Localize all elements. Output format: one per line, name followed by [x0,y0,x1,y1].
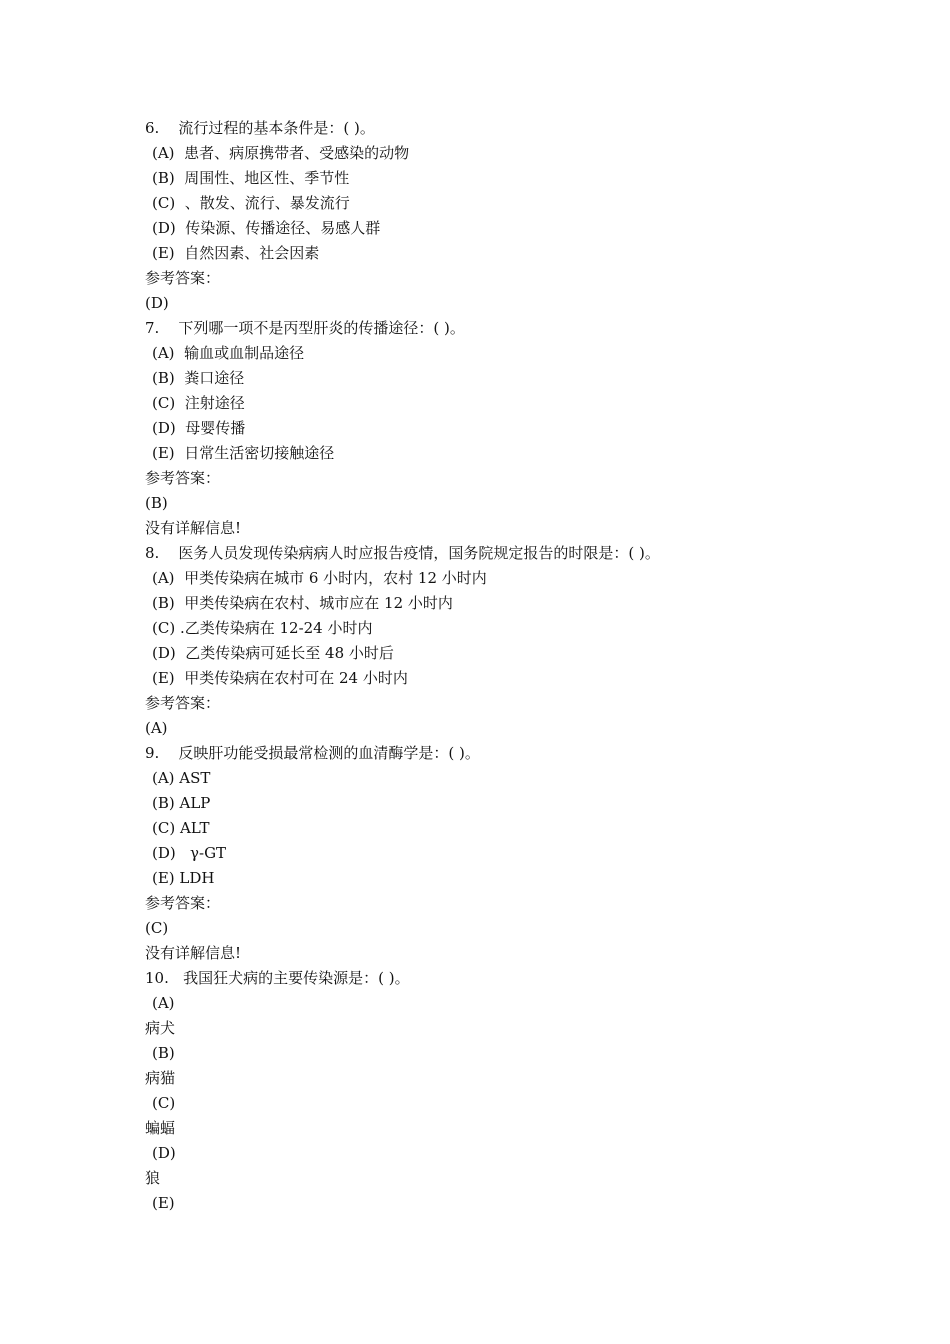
question-7-answer: (B) [145,494,168,512]
question-7-option-d: (D) 母婴传播 [152,419,246,437]
question-7-option-a: (A) 输血或血制品途径 [152,344,305,362]
question-6-answer: (D) [145,294,169,312]
question-9-option-e: (E) LDH [152,869,215,887]
question-8-option-d: (D) 乙类传染病可延长至 48 小时后 [152,644,394,662]
question-8-answer-label: 参考答案： [145,694,221,712]
question-8-option-c: (C) .乙类传染病在 12-24 小时内 [152,619,373,637]
question-10-option-d-text: 狼 [145,1169,161,1187]
question-9-answer-label: 参考答案： [145,894,221,912]
question-7-no-explanation: 没有详解信息! [145,519,242,537]
question-10-stem: 10. 我国狂犬病的主要传染源是：( )。 [145,969,410,987]
question-6-option-d: (D) 传染源、传播途径、易感人群 [152,219,381,237]
question-6-option-b: (B) 周围性、地区性、季节性 [152,169,350,187]
question-10-option-e-letter: (E) [152,1194,175,1212]
question-10-option-c-letter: (C) [152,1094,176,1112]
question-8-option-e: (E) 甲类传染病在农村可在 24 小时内 [152,669,408,687]
question-7-option-e: (E) 日常生活密切接触途径 [152,444,335,462]
question-6-stem: 6. 流行过程的基本条件是：( )。 [145,119,375,137]
question-7-answer-label: 参考答案： [145,469,221,487]
question-8-option-a: (A) 甲类传染病在城市 6 小时内，农村 12 小时内 [152,569,487,587]
question-9-option-d: (D) γ-GT [152,844,227,862]
question-6-option-e: (E) 自然因素、社会因素 [152,244,320,262]
question-10-option-b-letter: (B) [152,1044,175,1062]
question-7-option-c: (C) 注射途径 [152,394,245,412]
question-9-option-b: (B) ALP [152,794,211,812]
question-7-stem: 7. 下列哪一项不是丙型肝炎的传播途径：( )。 [145,319,465,337]
question-10-option-a-text: 病犬 [145,1019,176,1037]
question-9-answer: (C) [145,919,169,937]
question-9-stem: 9. 反映肝功能受损最常检测的血清酶学是：( )。 [145,744,480,762]
question-6-option-c: (C) 、散发、流行、暴发流行 [152,194,350,212]
question-9-no-explanation: 没有详解信息! [145,944,242,962]
question-10-option-c-text: 蝙蝠 [145,1119,176,1137]
question-9-option-c: (C) ALT [152,819,210,837]
question-10-option-b-text: 病猫 [145,1069,176,1087]
question-7-option-b: (B) 粪口途径 [152,369,245,387]
question-9-option-a: (A) AST [152,769,211,787]
question-8-option-b: (B) 甲类传染病在农村、城市应在 12 小时内 [152,594,453,612]
question-8-stem: 8. 医务人员发现传染病病人时应报告疫情，国务院规定报告的时限是：( )。 [145,544,660,562]
question-6-option-a: (A) 患者、病原携带者、受感染的动物 [152,144,410,162]
question-6-answer-label: 参考答案： [145,269,221,287]
question-8-answer: (A) [145,719,168,737]
question-10-option-a-letter: (A) [152,994,175,1012]
question-10-option-d-letter: (D) [152,1144,176,1162]
